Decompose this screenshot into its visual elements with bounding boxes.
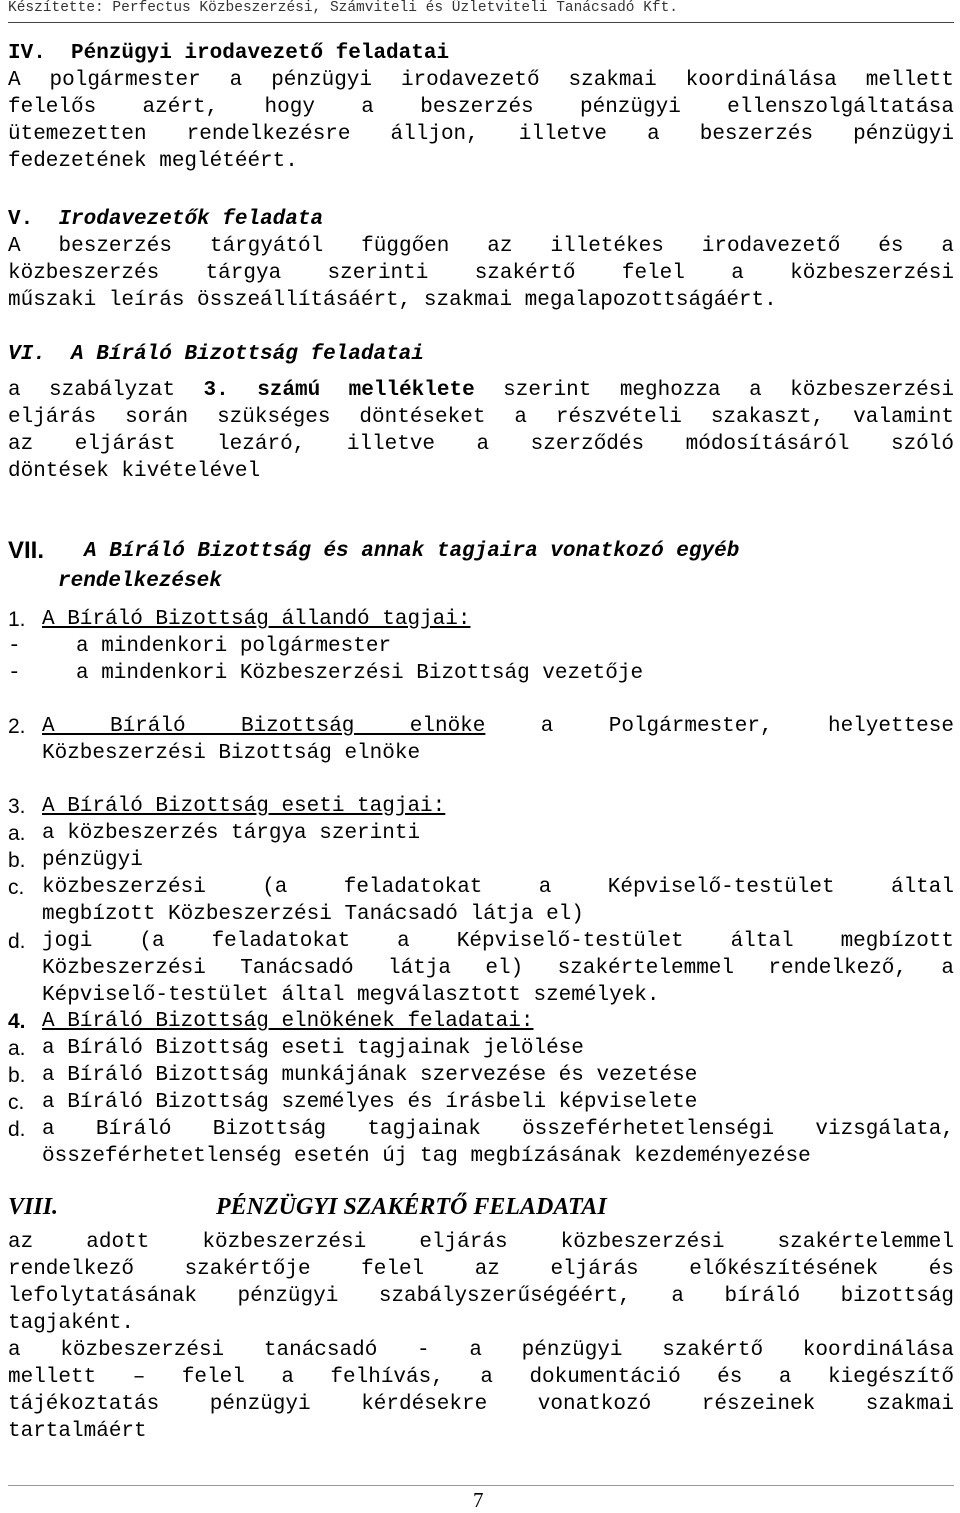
section-vi	[8, 341, 954, 485]
subsection-number: 4.	[8, 1010, 26, 1033]
subsection-number: 1.	[8, 608, 26, 631]
section-vii-title-line1: A Bíráló Bizottság és annak tagjaira vonatkozó egyéb	[84, 540, 740, 563]
list-bullet: b.	[8, 849, 26, 872]
text-line: A polgármester a pénzügyi irodavezető szakmai koordinálása mellett	[8, 69, 954, 92]
paragraph	[8, 1229, 954, 1337]
text-line: műszaki leírás összeállításáért, szakmai megalapozottságáért.	[8, 289, 777, 312]
list-bullet: d.	[8, 1118, 26, 1141]
text-line: tagjaként.	[8, 1312, 135, 1335]
text-line: jogi (a feladatokat a Képviselő-testület által megbízott	[42, 930, 954, 953]
text-line: ütemezetten rendelkezésre álljon, illetve a beszerzés pénzügyi	[8, 123, 954, 146]
section-v	[8, 206, 954, 314]
section-viii-body	[8, 1229, 954, 1445]
text-line: megbízott Közbeszerzési Tanácsadó látja el)	[42, 903, 584, 926]
subsection-number: 3.	[8, 795, 26, 818]
section-v-body	[8, 233, 954, 314]
text-line: az eljárást lezáró, illetve a szerződés módosításáról szóló	[8, 433, 954, 456]
header-rule	[8, 22, 954, 23]
text-line: eljárás során szükséges döntéseket a részvételi szakaszt, valamint	[8, 406, 954, 429]
text-line: tartalmáért	[8, 1420, 147, 1443]
dash-bullet: -	[8, 635, 21, 658]
text-line: döntések kivételével	[8, 460, 261, 483]
section-v-heading	[8, 206, 954, 233]
list-bullet: c.	[8, 1091, 25, 1114]
text-line: tájékoztatás pénzügyi kérdésekre vonatkozó részeinek szakmai	[8, 1393, 954, 1416]
text-line: a Bíráló Bizottság munkájának szervezése és vezetése	[42, 1064, 698, 1087]
text-line: a Bíráló Bizottság eseti tagjainak jelölése	[42, 1037, 584, 1060]
page-header: Készítette: Perfectus Közbeszerzési, Számviteli és Üzletviteli Tanácsadó Kft.	[8, 0, 679, 16]
text-line: mellett – felel a felhívás, a dokumentáció és a kiegészítő	[8, 1366, 954, 1389]
section-v-title: Irodavezetők feladata	[58, 208, 324, 231]
text-line: az adott közbeszerzési eljárás közbeszerzési szakértelemmel	[8, 1231, 954, 1254]
text-line: lefolytatásának pénzügyi szabályszerűségéért, a bíráló bizottság	[8, 1285, 954, 1308]
footer-rule	[8, 1485, 954, 1486]
section-iv-heading: IV. Pénzügyi irodavezető feladatai	[8, 42, 450, 65]
paragraph	[8, 1337, 954, 1445]
text-segment: szerint meghozza a közbeszerzési	[474, 379, 954, 402]
text-line: Közbeszerzési Bizottság elnöke	[42, 742, 421, 765]
text-line: közbeszerzés tárgya szerinti szakértő felel a közbeszerzési	[8, 262, 954, 285]
dash-bullet: -	[8, 662, 21, 685]
text-line: pénzügyi	[42, 849, 143, 872]
text-segment: a Polgármester, helyettese	[485, 715, 954, 738]
text-line	[42, 713, 954, 740]
subsection-title: A Bíráló Bizottság eseti tagjai:	[42, 795, 446, 818]
text-line: közbeszerzési (a feladatokat a Képviselő-testület által	[42, 876, 954, 899]
section-vii-number: VII.	[8, 537, 45, 564]
list-item-text: a mindenkori Közbeszerzési Bizottság vezetője	[76, 662, 644, 685]
text-segment: a szabályzat	[8, 379, 204, 402]
subsection-number: 2.	[8, 715, 26, 738]
list-bullet: a.	[8, 1037, 26, 1060]
text-line: összeférhetetlenség esetén új tag megbízásának kezdeményezése	[42, 1145, 811, 1168]
list-bullet: d.	[8, 930, 26, 953]
text-line: Képviselő-testület által megválasztott személyek.	[42, 984, 660, 1007]
page-number: 7	[473, 1488, 484, 1512]
section-vi-number: VI.	[8, 343, 46, 366]
text-line: fedezetének meglétéért.	[8, 150, 298, 173]
text-line: a Bíráló Bizottság személyes és írásbeli képviselete	[42, 1091, 698, 1114]
text-line: a Bíráló Bizottság tagjainak összeférhetetlenségi vizsgálata,	[42, 1118, 954, 1141]
section-v-number: V.	[8, 208, 34, 231]
section-viii-number: VIII.	[8, 1194, 59, 1220]
text-line: A beszerzés tárgyától függően az illetékes irodavezető és a	[8, 235, 954, 258]
section-vii-title-line2: rendelkezések	[58, 570, 222, 593]
section-iv	[8, 40, 954, 175]
annex-reference: 3. számú melléklete	[203, 379, 475, 402]
section-vi-title: A Bíráló Bizottság feladatai	[71, 343, 424, 366]
list-bullet: c.	[8, 876, 25, 899]
text-line: Közbeszerzési Tanácsadó látja el) szakértelemmel rendelkező, a	[42, 957, 954, 980]
subsection-title: A Bíráló Bizottság állandó tagjai:	[42, 608, 471, 631]
list-bullet: a.	[8, 822, 26, 845]
list-bullet: b.	[8, 1064, 26, 1087]
text-line	[8, 377, 954, 404]
text-line: rendelkező szakértője felel az eljárás előkészítésének és	[8, 1258, 954, 1281]
list-item-text: a mindenkori polgármester	[76, 635, 392, 658]
text-line: felelős azért, hogy a beszerzés pénzügyi ellenszolgáltatása	[8, 96, 954, 119]
section-viii-title: PÉNZÜGYI SZAKÉRTŐ FELADATAI	[216, 1194, 607, 1220]
text-line: a közbeszerzési tanácsadó - a pénzügyi szakértő koordinálása	[8, 1339, 954, 1362]
section-iv-body	[8, 67, 954, 175]
subsection-title: A Bíráló Bizottság elnöke	[42, 715, 486, 738]
subsection-title: A Bíráló Bizottság elnökének feladatai:	[42, 1010, 534, 1033]
text-line: a közbeszerzés tárgya szerinti	[42, 822, 421, 845]
section-vi-heading	[8, 341, 954, 368]
section-vi-body	[8, 377, 954, 485]
